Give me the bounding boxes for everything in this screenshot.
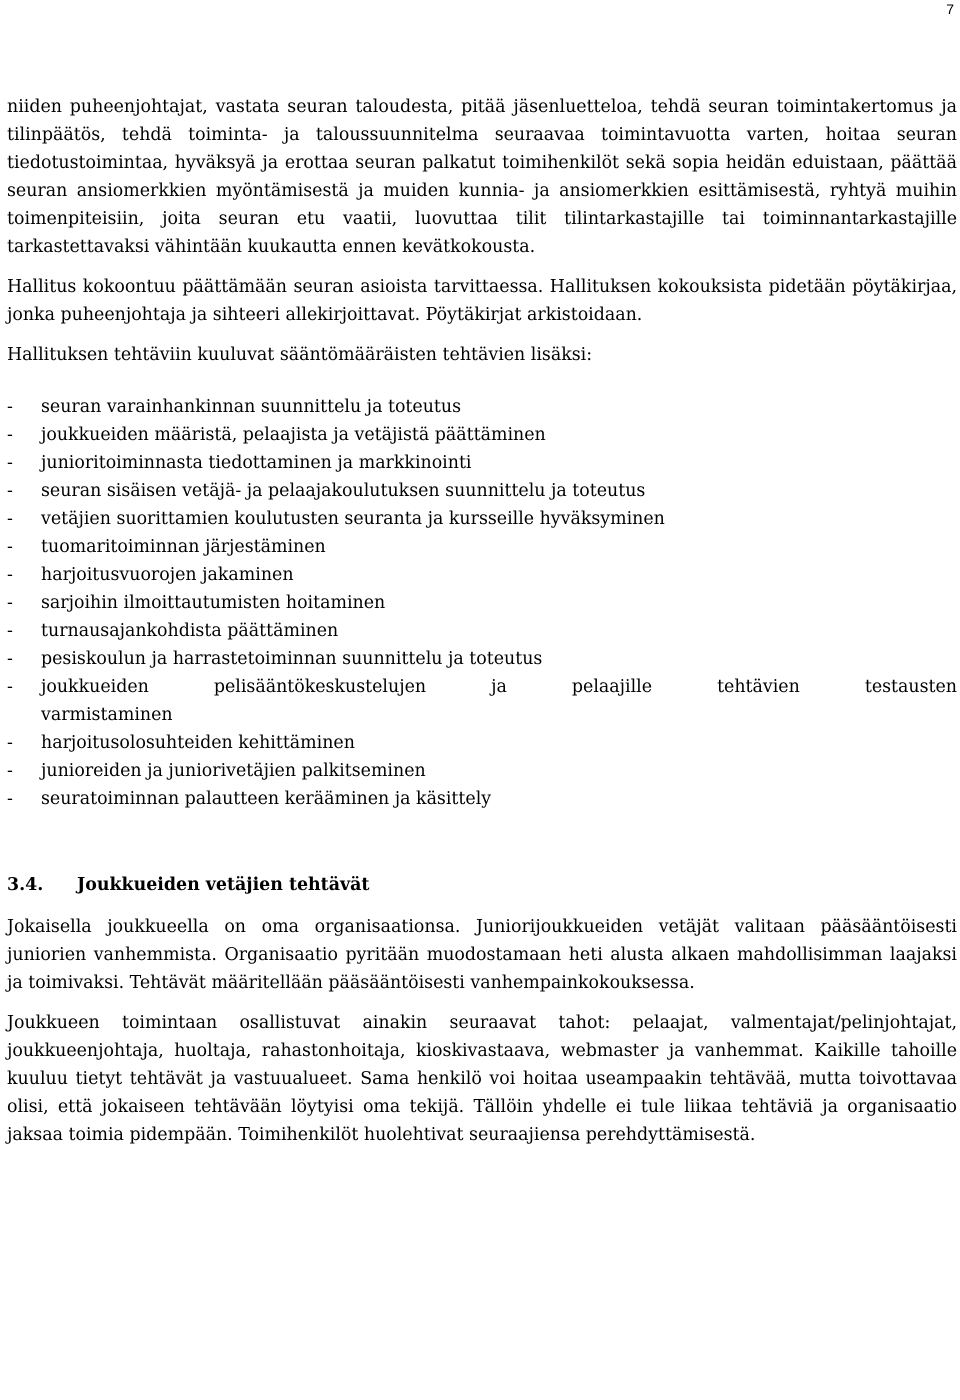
section-title: Joukkueiden vetäjien tehtävät: [77, 875, 370, 895]
list-dash: -: [7, 649, 13, 669]
list-item-text: junioreiden ja juniorivetäjien palkitseminen: [41, 761, 426, 781]
list-dash: -: [7, 677, 13, 697]
list-dash: -: [7, 621, 13, 641]
list-item-text: joukkueiden määristä, pelaajista ja vetäjistä päättäminen: [41, 425, 546, 445]
list-item-text: [41, 673, 957, 729]
list-item-text: vetäjien suorittamien koulutusten seuranta ja kursseille hyväksyminen: [41, 509, 665, 529]
section-heading: [7, 871, 957, 899]
list-dash: -: [7, 453, 13, 473]
paragraph-list-intro: Hallituksen tehtäviin kuuluvat sääntömääräisten tehtävien lisäksi:: [7, 345, 593, 365]
list-dash: -: [7, 565, 13, 585]
list-item-text: seuran sisäisen vetäjä- ja pelaajakoulutuksen suunnittelu ja toteutus: [41, 481, 646, 501]
list-item-text: junioritoiminnasta tiedottaminen ja markkinointi: [41, 453, 472, 473]
list-dash: -: [7, 509, 13, 529]
paragraph-team-organisation: Jokaisella joukkueella on oma organisaationsa. Juniorijoukkueiden vetäjät valitaan pääsääntöisesti juniorien vanhemmista. Organisaatio pyritään muodostamaan heti alusta alkaen mahdollisimman laajaksi ja toimivaksi. Tehtävät määritellään pääsääntöisesti vanhempainkokouksessa.: [7, 917, 957, 993]
list-dash: -: [7, 733, 13, 753]
list-item: [7, 449, 957, 477]
list-item-text-line1: joukkueiden pelisääntökeskustelujen ja pelaajille tehtävien testausten: [41, 677, 957, 697]
list-item: [7, 757, 957, 785]
list-item-text-continuation: varmistaminen: [41, 705, 173, 725]
list-item: [7, 673, 957, 729]
list-dash: -: [7, 593, 13, 613]
list-dash: -: [7, 761, 13, 781]
page-number: 7: [946, 1, 954, 17]
list-item: [7, 617, 957, 645]
list-item: [7, 393, 957, 421]
list-item: [7, 645, 957, 673]
list-dash: -: [7, 537, 13, 557]
list-item: [7, 533, 957, 561]
list-dash: -: [7, 789, 13, 809]
list-item: [7, 505, 957, 533]
list-item: [7, 421, 957, 449]
paragraph-board-meetings: Hallitus kokoontuu päättämään seuran asioista tarvittaessa. Hallituksen kokouksista pidetään pöytäkirjaa, jonka puheenjohtaja ja sihteeri allekirjoittavat. Pöytäkirjat arkistoidaan.: [7, 277, 957, 325]
list-item: [7, 729, 957, 757]
list-item-text: turnausajankohdista päättäminen: [41, 621, 339, 641]
list-dash: -: [7, 425, 13, 445]
list-item-text: seuran varainhankinnan suunnittelu ja toteutus: [41, 397, 462, 417]
list-item-text: harjoitusolosuhteiden kehittäminen: [41, 733, 355, 753]
board-tasks-list: [7, 393, 957, 813]
list-item-text: harjoitusvuorojen jakaminen: [41, 565, 294, 585]
list-dash: -: [7, 481, 13, 501]
list-item-text: pesiskoulun ja harrastetoiminnan suunnittelu ja toteutus: [41, 649, 543, 669]
document-body: [7, 93, 957, 1149]
paragraph-team-roles: Joukkueen toimintaan osallistuvat ainakin seuraavat tahot: pelaajat, valmentajat/pelinjohtajat, joukkueenjohtaja, huoltaja, rahastonhoitaja, kioskivastaava, webmaster ja vanhemmat. Kaikille tahoille kuuluu tietyt tehtävät ja vastuualueet. Sama henkilö voi hoitaa useampaakin tehtävää, mutta toivottavaa olisi, että jokaiseen tehtävään löytyisi oma tekijä. Tällöin yhdelle ei tule liikaa tehtäviä ja organisaatio jaksaa toimia pidempään. Toimihenkilöt huolehtivat seuraajiensa perehdyttämisestä.: [7, 1013, 957, 1145]
list-dash: -: [7, 397, 13, 417]
list-item: [7, 561, 957, 589]
list-item: [7, 589, 957, 617]
list-item: [7, 477, 957, 505]
list-item-text: sarjoihin ilmoittautumisten hoitaminen: [41, 593, 386, 613]
list-item-text: seuratoiminnan palautteen kerääminen ja käsittely: [41, 789, 492, 809]
paragraph-board-duties: niiden puheenjohtajat, vastata seuran taloudesta, pitää jäsenluetteloa, tehdä seuran toimintakertomus ja tilinpäätös, tehdä toiminta- ja taloussuunnitelma seuraavaa toimintavuotta varten, hoitaa seuran tiedotustoimintaa, hyväksyä ja erottaa seuran palkatut toimihenkilöt sekä sopia heidän eduistaan, päättää seuran ansiomerkkien myöntämisestä ja muiden kunnia- ja ansiomerkkien esittämisestä, ryhtyä muihin toimenpiteisiin, joita seuran etu vaatii, luovuttaa tilit tilintarkastajille tai toiminnantarkastajille tarkastettavaksi vähintään kuukautta ennen kevätkokousta.: [7, 97, 957, 257]
section-number: 3.4.: [7, 875, 44, 895]
list-item-text: tuomaritoiminnan järjestäminen: [41, 537, 326, 557]
list-item: [7, 785, 957, 813]
